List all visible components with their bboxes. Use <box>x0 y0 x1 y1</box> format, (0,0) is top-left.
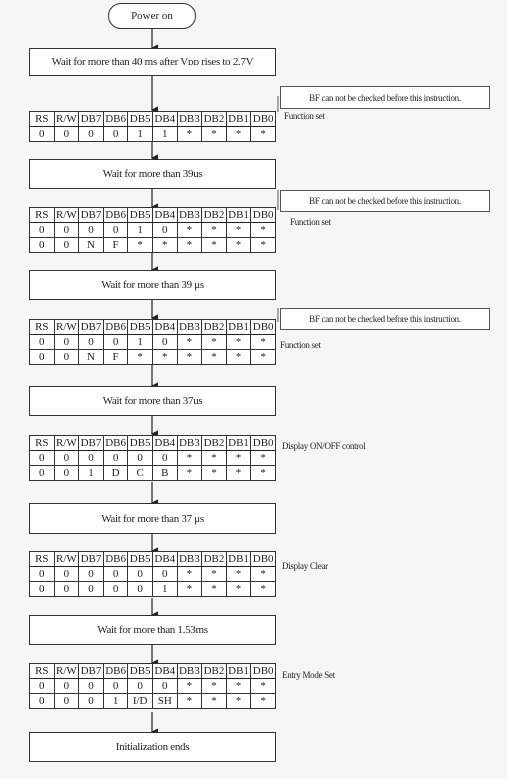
bit-cell: 0 <box>128 567 153 582</box>
header-cell: DB1 <box>228 553 249 565</box>
bit-cell: * <box>251 567 276 582</box>
bit-cell: 0 <box>152 451 177 466</box>
header-cell: RS <box>30 436 55 451</box>
header-cell: DB4 <box>154 209 176 221</box>
header-cell: DB0 <box>252 437 274 449</box>
bit-cell: * <box>226 335 251 350</box>
bit-cell: 0 <box>54 466 79 481</box>
bit-cell: 0 <box>54 694 79 709</box>
bit-cell: * <box>202 451 227 466</box>
wait-box-6 <box>29 615 276 645</box>
bit-cell: 0 <box>30 694 55 709</box>
bit-cell: 1 <box>152 127 177 142</box>
header-cell: DB4 <box>154 321 176 333</box>
bit-cell: * <box>251 679 276 694</box>
bit-cell: * <box>226 679 251 694</box>
header-cell: DB2 <box>203 665 225 677</box>
wait-box-1 <box>29 48 276 76</box>
bit-cell: 0 <box>54 679 79 694</box>
wait-box-5 <box>29 503 276 534</box>
header-cell: DB0 <box>252 665 274 677</box>
bit-cell: 0 <box>30 582 55 597</box>
end-label: Initialization ends <box>115 741 190 753</box>
wait-text: Wait for more than 37 μs <box>101 512 204 525</box>
wait-text: Wait for more than 39 μs <box>101 279 204 291</box>
header-cell: R/W <box>56 321 77 333</box>
header-cell: DB6 <box>105 665 126 677</box>
bf-note-3 <box>280 308 490 330</box>
bit-cell: 0 <box>30 567 55 582</box>
table-header-row <box>30 664 276 679</box>
bit-cell: * <box>226 451 251 466</box>
header-cell: R/W <box>56 209 77 221</box>
instruction-table-2 <box>29 207 276 253</box>
header-cell: DB0 <box>252 553 274 565</box>
bit-cell: * <box>202 350 227 365</box>
bit-cell: 0 <box>54 238 79 253</box>
bit-cell: 0 <box>54 567 79 582</box>
bit-cell: 0 <box>103 223 128 238</box>
header-cell: DB2 <box>203 553 225 565</box>
header-cell: DB3 <box>178 553 200 565</box>
header-cell: DB1 <box>228 437 249 449</box>
bit-cell: 0 <box>152 567 177 582</box>
bit-cell: 0 <box>128 582 153 597</box>
bit-cell: * <box>177 694 202 709</box>
bit-cell: * <box>251 335 276 350</box>
header-cell: DB7 <box>80 665 102 677</box>
header-cell: RS <box>30 320 55 335</box>
header-cell: DB6 <box>105 209 126 221</box>
instruction-table-1 <box>29 111 276 142</box>
header-cell: DB1 <box>228 209 249 221</box>
bit-cell: 0 <box>152 223 177 238</box>
header-cell: DB6 <box>105 437 126 449</box>
note-text: BF can not be checked before this instruction. <box>309 314 461 324</box>
instruction-label-2: Function set <box>290 217 331 227</box>
bit-cell: * <box>177 582 202 597</box>
header-cell: DB3 <box>178 209 200 221</box>
bit-cell: B <box>152 466 177 481</box>
header-cell: DB7 <box>80 437 102 449</box>
bit-cell: 0 <box>103 451 128 466</box>
bit-cell: * <box>177 567 202 582</box>
bit-cell: N <box>79 350 104 365</box>
bit-cell: * <box>152 350 177 365</box>
header-cell: RS <box>30 664 55 679</box>
bit-cell: 0 <box>79 582 104 597</box>
bit-cell: 0 <box>54 451 79 466</box>
header-cell: R/W <box>56 437 77 449</box>
bit-cell: 0 <box>30 451 55 466</box>
bit-cell: * <box>177 223 202 238</box>
header-cell: DB5 <box>129 665 151 677</box>
bit-cell: 0 <box>79 451 104 466</box>
header-cell: DB5 <box>129 437 151 449</box>
bit-cell: * <box>226 582 251 597</box>
bit-cell: 0 <box>103 582 128 597</box>
bit-cell: * <box>152 238 177 253</box>
bit-cell: 0 <box>128 451 153 466</box>
bit-cell: * <box>251 223 276 238</box>
header-cell: DB1 <box>228 113 249 125</box>
bit-cell: D <box>103 466 128 481</box>
bit-cell: * <box>177 238 202 253</box>
bit-cell: * <box>177 466 202 481</box>
bit-cell: * <box>202 238 227 253</box>
bit-cell: 0 <box>30 223 55 238</box>
bit-cell: 0 <box>79 127 104 142</box>
header-cell: DB7 <box>80 553 102 565</box>
table-row <box>30 223 276 238</box>
bit-cell: 0 <box>79 223 104 238</box>
bit-cell: * <box>226 567 251 582</box>
bit-cell: * <box>226 223 251 238</box>
bit-cell: 1 <box>128 223 153 238</box>
bit-cell: * <box>202 466 227 481</box>
power-on-label: Power on <box>131 10 173 22</box>
header-cell: DB2 <box>203 209 225 221</box>
bit-cell: C <box>128 466 153 481</box>
bit-cell: * <box>202 679 227 694</box>
header-cell: DB6 <box>105 113 126 125</box>
bit-cell: 0 <box>30 679 55 694</box>
bit-cell: * <box>251 466 276 481</box>
header-cell: DB3 <box>178 665 200 677</box>
bit-cell: 0 <box>79 567 104 582</box>
bit-cell: 1 <box>79 466 104 481</box>
bit-cell: * <box>226 350 251 365</box>
instruction-label-3: Function set <box>280 340 321 350</box>
wait-box-3 <box>29 270 276 300</box>
header-cell: DB5 <box>129 209 151 221</box>
power-on-terminal <box>108 3 196 29</box>
bit-cell: 1 <box>152 582 177 597</box>
header-cell: DB6 <box>105 321 126 333</box>
header-cell: DB2 <box>203 113 225 125</box>
bit-cell: * <box>251 694 276 709</box>
bit-cell: 0 <box>54 350 79 365</box>
header-cell: DB1 <box>228 665 249 677</box>
bit-cell: 0 <box>54 335 79 350</box>
table-row <box>30 350 276 365</box>
header-cell: DB1 <box>228 321 249 333</box>
instruction-table-5 <box>29 551 276 597</box>
header-cell: DB7 <box>80 209 102 221</box>
header-cell: DB3 <box>178 321 200 333</box>
bit-cell: F <box>103 350 128 365</box>
wait-text: Wait for more than 1.53ms <box>97 624 208 636</box>
bit-cell: 0 <box>30 127 55 142</box>
header-cell: RS <box>30 208 55 223</box>
header-cell: R/W <box>56 113 77 125</box>
bit-cell: F <box>103 238 128 253</box>
table-header-row <box>30 436 276 451</box>
bit-cell: * <box>177 350 202 365</box>
bit-cell: 1 <box>103 694 128 709</box>
header-cell: DB6 <box>105 553 126 565</box>
table-row <box>30 238 276 253</box>
header-cell: DB5 <box>129 321 151 333</box>
header-cell: DB3 <box>178 437 200 449</box>
instruction-table-6 <box>29 663 276 709</box>
bit-cell: 0 <box>54 127 79 142</box>
bit-cell: * <box>251 582 276 597</box>
bit-cell: 0 <box>79 335 104 350</box>
table-header-row <box>30 552 276 567</box>
header-cell: DB2 <box>203 437 225 449</box>
table-row <box>30 466 276 481</box>
header-cell: R/W <box>56 553 77 565</box>
bit-cell: 0 <box>30 335 55 350</box>
bit-cell: 0 <box>103 335 128 350</box>
bit-cell: * <box>128 350 153 365</box>
bit-cell: 0 <box>54 582 79 597</box>
header-cell: RS <box>30 112 55 127</box>
bit-cell: 0 <box>152 335 177 350</box>
bit-cell: * <box>128 238 153 253</box>
header-cell: DB5 <box>129 113 151 125</box>
table-row <box>30 694 276 709</box>
bit-cell: * <box>177 679 202 694</box>
instruction-label-4: Display ON/OFF control <box>282 441 366 451</box>
header-cell: DB4 <box>154 665 176 677</box>
bf-note-2 <box>280 190 490 212</box>
bit-cell: * <box>177 335 202 350</box>
bit-cell: * <box>226 694 251 709</box>
table-header-row <box>30 208 276 223</box>
table-header-row <box>30 112 276 127</box>
header-cell: DB4 <box>154 437 176 449</box>
bit-cell: * <box>202 223 227 238</box>
instruction-table-4 <box>29 435 276 481</box>
bit-cell: * <box>251 350 276 365</box>
table-row <box>30 127 276 142</box>
instruction-table-3 <box>29 319 276 365</box>
bit-cell: 0 <box>79 694 104 709</box>
bit-cell: * <box>202 335 227 350</box>
bit-cell: 0 <box>30 238 55 253</box>
wait-box-4 <box>29 386 276 416</box>
header-cell: RS <box>30 552 55 567</box>
bit-cell: 0 <box>152 679 177 694</box>
bit-cell: * <box>202 694 227 709</box>
bit-cell: 0 <box>79 679 104 694</box>
bit-cell: 0 <box>128 679 153 694</box>
bit-cell: 1 <box>128 335 153 350</box>
table-row <box>30 582 276 597</box>
bit-cell: * <box>226 238 251 253</box>
instruction-label-1: Function set <box>284 111 325 121</box>
header-cell: R/W <box>56 665 77 677</box>
bit-cell: * <box>251 451 276 466</box>
bit-cell: 0 <box>103 127 128 142</box>
end-box <box>29 732 276 762</box>
header-cell: DB2 <box>203 321 225 333</box>
bit-cell: 1 <box>128 127 153 142</box>
instruction-label-5: Display Clear <box>282 561 328 571</box>
table-row <box>30 679 276 694</box>
bit-cell: * <box>202 127 227 142</box>
bit-cell: SH <box>152 694 177 709</box>
wait-text: Wait for more than 37us <box>102 395 203 407</box>
bit-cell: * <box>177 451 202 466</box>
bit-cell: * <box>202 582 227 597</box>
bit-cell: 0 <box>103 567 128 582</box>
bit-cell: * <box>202 567 227 582</box>
header-cell: DB3 <box>178 113 200 125</box>
wait-box-2 <box>29 159 276 189</box>
wait-text: Wait for more than 39us <box>102 168 203 180</box>
bit-cell: 0 <box>54 223 79 238</box>
note-text: BF can not be checked before this instruction. <box>309 92 461 103</box>
bf-note-1 <box>280 86 490 109</box>
header-cell: DB0 <box>252 209 274 221</box>
bit-cell: * <box>226 466 251 481</box>
header-cell: DB4 <box>154 553 176 565</box>
note-text: BF can not be checked before this instruction. <box>309 196 461 206</box>
header-cell: DB5 <box>129 553 151 565</box>
table-row <box>30 451 276 466</box>
bit-cell: 0 <box>30 466 55 481</box>
header-cell: DB0 <box>252 113 274 125</box>
header-cell: DB4 <box>154 113 176 125</box>
bit-cell: * <box>177 127 202 142</box>
header-cell: DB7 <box>80 321 102 333</box>
table-header-row <box>30 320 276 335</box>
bit-cell: * <box>251 127 276 142</box>
instruction-label-6: Entry Mode Set <box>282 670 335 680</box>
bit-cell: * <box>251 238 276 253</box>
header-cell: DB7 <box>80 113 102 125</box>
bit-cell: * <box>226 127 251 142</box>
bit-cell: 0 <box>103 679 128 694</box>
table-row <box>30 335 276 350</box>
bit-cell: N <box>79 238 104 253</box>
bit-cell: I/D <box>128 694 153 709</box>
wait-text: Wait for more than 40 ms after Vᴅᴅ rises to 2.7V <box>51 56 254 68</box>
header-cell: DB0 <box>252 321 274 333</box>
bit-cell: 0 <box>30 350 55 365</box>
table-row <box>30 567 276 582</box>
